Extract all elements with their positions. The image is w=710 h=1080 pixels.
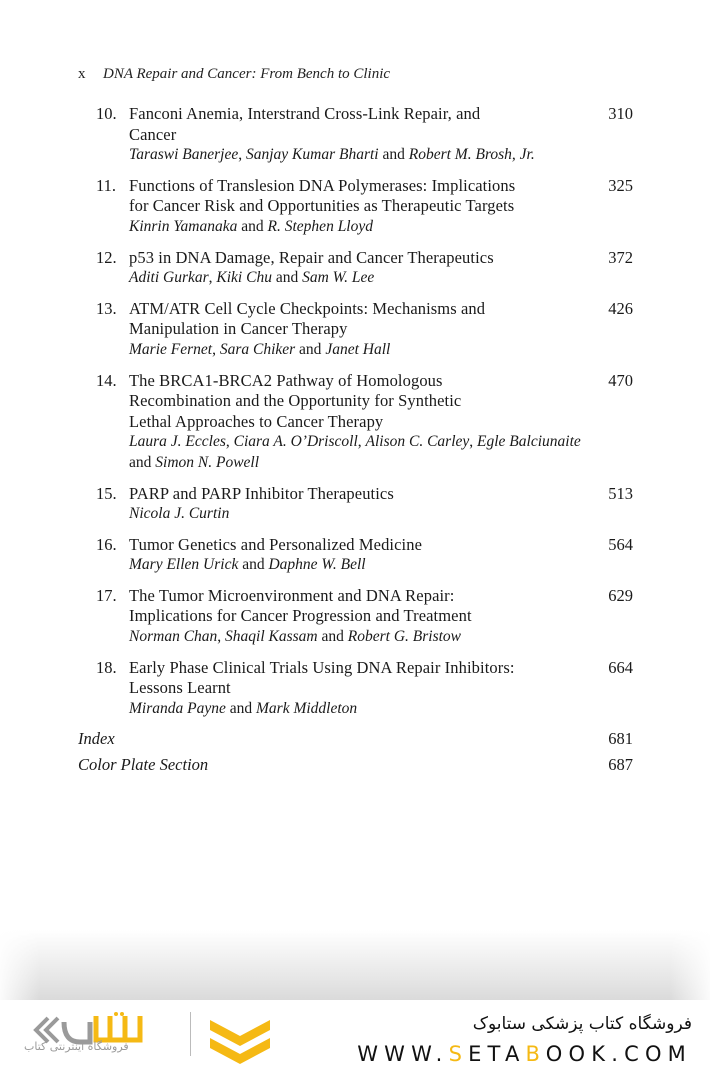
chapter-title-line: The Tumor Microenvironment and DNA Repair: bbox=[129, 585, 455, 605]
website-part: OOK.COM bbox=[545, 1042, 692, 1066]
store-name: فروشگاه کتاب پزشکی ستابوک bbox=[472, 1014, 692, 1034]
chapter-authors: Taraswi Banerjee, Sanjay Kumar Bharti and Robert M. Brosh, Jr. bbox=[129, 146, 535, 164]
toc-entry bbox=[0, 299, 710, 361]
chapter-title-line: Cancer bbox=[129, 124, 177, 144]
author-name: Aditi Gurkar bbox=[129, 269, 209, 287]
backmatter-entry bbox=[0, 729, 710, 755]
chapter-title-line: Functions of Translesion DNA Polymerases: Implications bbox=[129, 175, 516, 195]
chapter-number: 15. bbox=[96, 483, 117, 503]
author-name: Robert M. Brosh, Jr. bbox=[408, 146, 535, 164]
chapter-number: 17. bbox=[96, 585, 117, 605]
chapter-title bbox=[129, 535, 589, 556]
author-name: Daphne W. Bell bbox=[268, 556, 366, 574]
chapter-authors: Norman Chan, Shaqil Kassam and Robert G. Bristow bbox=[129, 628, 462, 646]
author-name: Marie Fernet bbox=[129, 340, 213, 358]
chapter-number: 18. bbox=[96, 657, 117, 677]
page-number: 664 bbox=[608, 657, 633, 677]
author-name: Simon N. Powell bbox=[155, 453, 260, 471]
author-name: Janet Hall bbox=[325, 340, 391, 358]
chapter-title bbox=[129, 586, 589, 627]
chapter-title bbox=[129, 658, 589, 699]
chapter-title-line: Fanconi Anemia, Interstrand Cross-Link Repair, and bbox=[129, 104, 481, 123]
page-folio: x bbox=[78, 66, 86, 82]
chapter-title-line: for Cancer Risk and Opportunities as Therapeutic Targets bbox=[129, 196, 515, 216]
page-number: 564 bbox=[608, 534, 633, 554]
toc-entry bbox=[0, 658, 710, 720]
chapter-title-line: Implications for Cancer Progression and Treatment bbox=[129, 606, 472, 626]
toc-entry bbox=[0, 248, 710, 289]
chapter-title-line: Manipulation in Cancer Therapy bbox=[129, 319, 348, 339]
logo-divider bbox=[190, 1012, 191, 1056]
website-accent: S bbox=[448, 1042, 469, 1066]
toc-entry bbox=[0, 371, 710, 474]
author-name: Kinrin Yamanaka bbox=[129, 217, 238, 235]
page-number: 687 bbox=[608, 755, 633, 775]
page-number: 372 bbox=[608, 247, 633, 267]
author-name: Sanjay Kumar Bharti bbox=[245, 146, 379, 164]
author-name: Egle Balciunaite bbox=[477, 433, 581, 451]
chapter-authors: Mary Ellen Urick and Daphne W. Bell bbox=[129, 556, 366, 574]
backmatter-label: Index bbox=[78, 729, 115, 749]
chapter-authors: Laura J. Eccles, Ciara A. O’Driscoll, Alison C. Carley, Egle Balciunaite and Simon N. Powell bbox=[129, 433, 581, 471]
toc-entry bbox=[0, 176, 710, 238]
website-part: ETA bbox=[468, 1042, 526, 1066]
chapter-number: 16. bbox=[96, 534, 117, 554]
author-name: Kiki Chu bbox=[216, 269, 272, 287]
chapter-number: 14. bbox=[96, 370, 117, 390]
author-name: Mark Middleton bbox=[256, 699, 358, 717]
running-head bbox=[78, 66, 390, 83]
author-name: Ciara A. O’Driscoll bbox=[233, 433, 358, 451]
page-number: 470 bbox=[608, 370, 633, 390]
website-part: WWW. bbox=[357, 1042, 449, 1066]
logo-subtitle: فروشگاه اینترنتی کتاب bbox=[24, 1040, 129, 1053]
chapter-authors: Kinrin Yamanaka and R. Stephen Lloyd bbox=[129, 217, 373, 235]
chapter-title-line: Tumor Genetics and Personalized Medicine bbox=[129, 534, 422, 554]
chapter-title bbox=[129, 176, 589, 217]
author-name: Alison C. Carley bbox=[365, 433, 470, 451]
page-number: 681 bbox=[608, 729, 633, 749]
author-name: Nicola J. Curtin bbox=[129, 505, 230, 523]
backmatter-entry bbox=[0, 755, 710, 781]
author-name: Norman Chan bbox=[129, 628, 218, 646]
chapter-title-line: p53 in DNA Damage, Repair and Cancer Therapeutics bbox=[129, 247, 494, 267]
chapter-title bbox=[129, 299, 589, 340]
author-name: Miranda Payne bbox=[129, 699, 226, 717]
chapter-title-line: Lessons Learnt bbox=[129, 678, 231, 698]
author-name: Robert G. Bristow bbox=[347, 628, 462, 646]
chapter-title-line: Lethal Approaches to Cancer Therapy bbox=[129, 411, 384, 431]
author-name: R. Stephen Lloyd bbox=[267, 217, 373, 235]
chapter-authors: Miranda Payne and Mark Middleton bbox=[129, 699, 358, 717]
page-number: 629 bbox=[608, 585, 633, 605]
page-number: 426 bbox=[608, 298, 633, 318]
toc-entry bbox=[0, 535, 710, 576]
chapter-authors: Marie Fernet, Sara Chiker and Janet Hall bbox=[129, 340, 391, 358]
chapter-title bbox=[129, 484, 589, 505]
website-accent: B bbox=[525, 1042, 546, 1066]
chapter-title-line: ATM/ATR Cell Cycle Checkpoints: Mechanisms and bbox=[129, 298, 486, 318]
chapter-number: 13. bbox=[96, 298, 117, 318]
chapter-number: 11. bbox=[96, 175, 117, 195]
toc-entry bbox=[0, 104, 710, 166]
table-of-contents bbox=[0, 104, 710, 781]
author-name: Taraswi Banerjee bbox=[129, 146, 239, 164]
chapter-title bbox=[129, 371, 589, 433]
page-number: 325 bbox=[608, 175, 633, 195]
page-number: 513 bbox=[608, 483, 633, 503]
chapter-title-line: Recombination and the Opportunity for Synthetic bbox=[129, 391, 462, 411]
author-name: Sam W. Lee bbox=[302, 269, 375, 287]
page-number: 310 bbox=[608, 104, 633, 123]
author-name: Shaqil Kassam bbox=[225, 628, 318, 646]
chapter-number: 12. bbox=[96, 247, 117, 267]
chapter-title bbox=[129, 248, 589, 269]
chapter-title-line: PARP and PARP Inhibitor Therapeutics bbox=[129, 483, 394, 503]
author-name: Sara Chiker bbox=[219, 340, 296, 358]
page-shadow bbox=[0, 930, 710, 1000]
chapter-title-line: The BRCA1-BRCA2 Pathway of Homologous bbox=[129, 370, 443, 390]
chapter-title-line: Early Phase Clinical Trials Using DNA Repair Inhibitors: bbox=[129, 657, 515, 677]
book-title: DNA Repair and Cancer: From Bench to Clinic bbox=[103, 66, 391, 82]
chapter-authors bbox=[129, 504, 589, 525]
watermark-footer bbox=[0, 1000, 710, 1080]
author-name: Laura J. Eccles bbox=[129, 433, 226, 451]
chapter-authors: Aditi Gurkar, Kiki Chu and Sam W. Lee bbox=[129, 269, 375, 287]
chapter-number: 10. bbox=[96, 104, 117, 123]
author-name: Mary Ellen Urick bbox=[129, 556, 239, 574]
website-url bbox=[357, 1042, 692, 1066]
toc-entry bbox=[0, 484, 710, 525]
backmatter-label: Color Plate Section bbox=[78, 755, 209, 775]
toc-entry bbox=[0, 586, 710, 648]
chapter-title bbox=[129, 104, 589, 145]
